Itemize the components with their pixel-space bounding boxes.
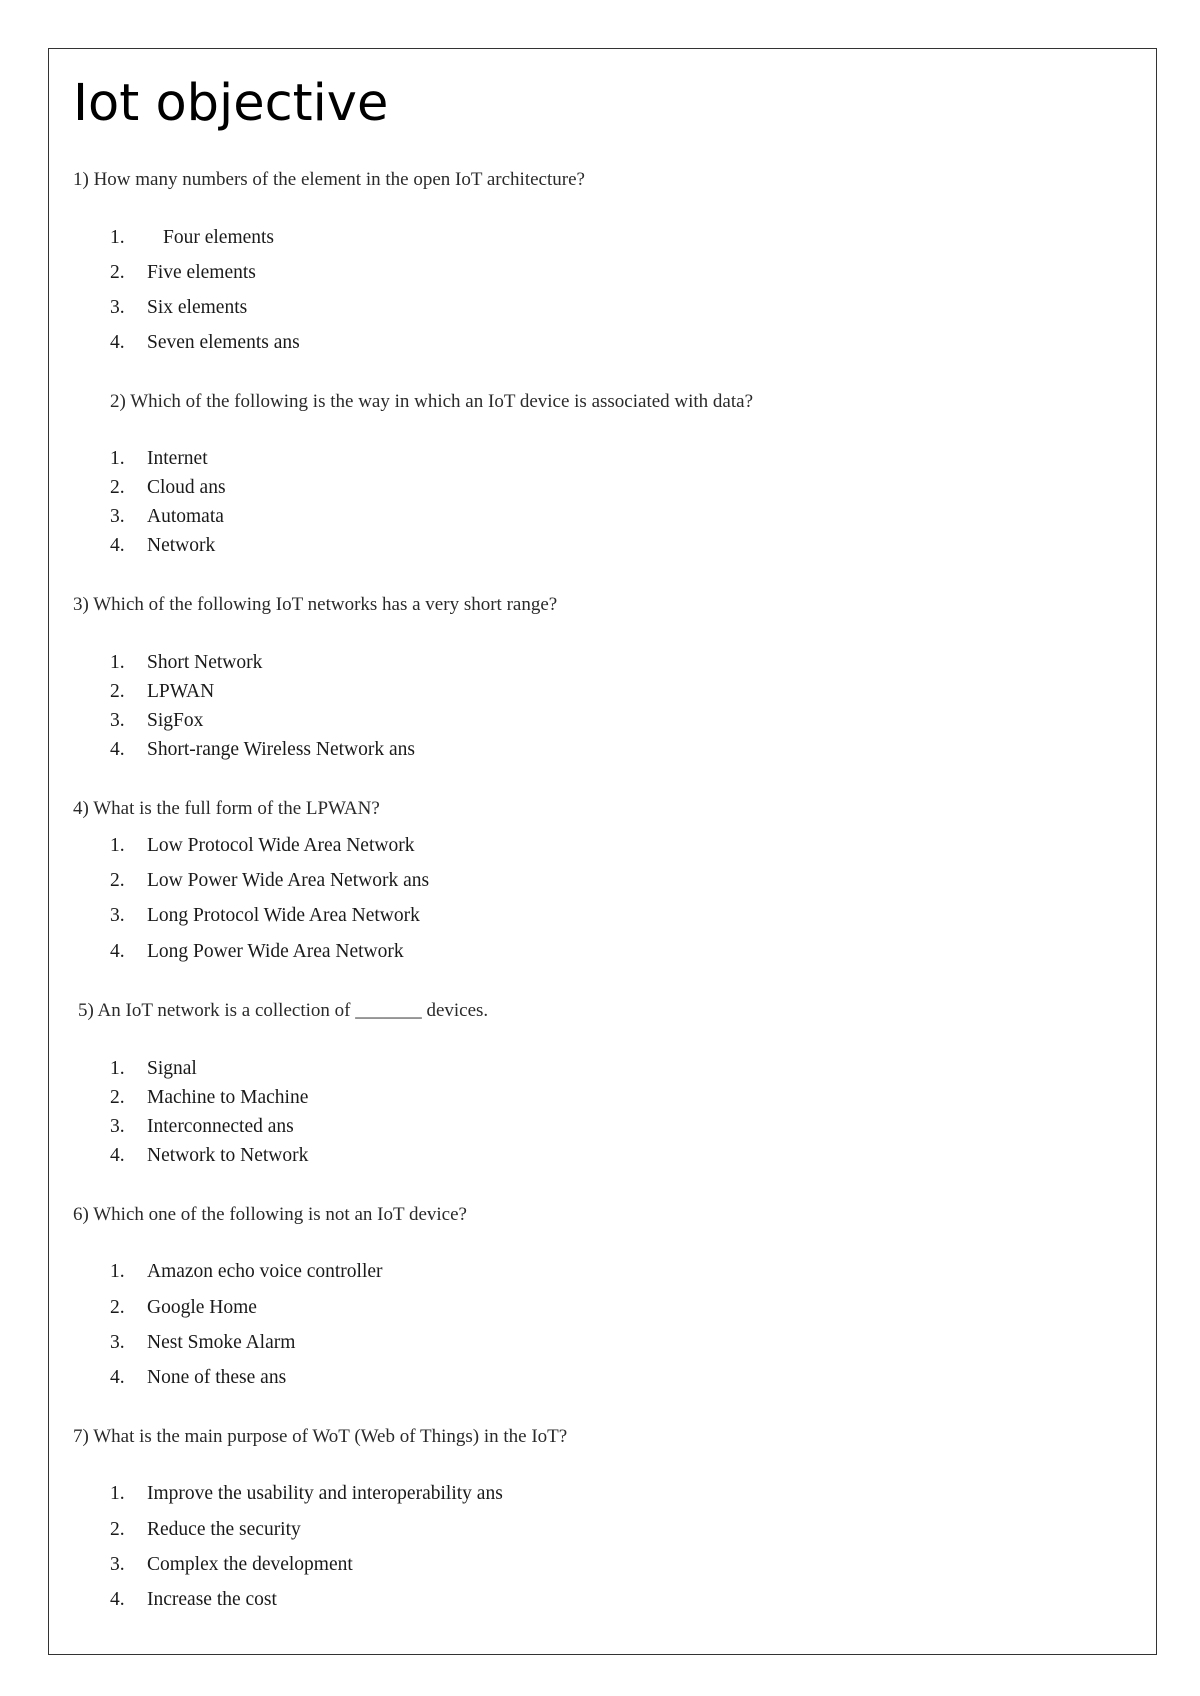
option-text: Interconnected ans bbox=[147, 1116, 294, 1137]
option-text: Amazon echo voice controller bbox=[147, 1261, 383, 1282]
option-text: Long Power Wide Area Network bbox=[147, 941, 404, 962]
option-number: 2. bbox=[110, 1087, 125, 1108]
option-text: Signal bbox=[147, 1058, 197, 1079]
question-3-text: 3) Which of the following IoT networks has a very short range? bbox=[73, 594, 558, 615]
option-number: 2. bbox=[110, 870, 125, 891]
option-number: 4. bbox=[110, 1589, 125, 1610]
option-text: Seven elements ans bbox=[147, 332, 300, 353]
option-number: 2. bbox=[110, 1519, 125, 1540]
option-text: LPWAN bbox=[147, 681, 215, 702]
question-1-text: 1) How many numbers of the element in the open IoT architecture? bbox=[73, 169, 585, 190]
option-text: Long Protocol Wide Area Network bbox=[147, 905, 420, 926]
option-text: Network to Network bbox=[147, 1145, 309, 1166]
option-number: 1. bbox=[110, 1261, 125, 1282]
option-text: Nest Smoke Alarm bbox=[147, 1332, 296, 1353]
option-text: Internet bbox=[147, 448, 208, 469]
option-text: Five elements bbox=[147, 262, 256, 283]
option-text: Low Protocol Wide Area Network bbox=[147, 835, 415, 856]
option-number: 1. bbox=[110, 835, 125, 856]
option-number: 2. bbox=[110, 262, 125, 283]
option-number: 1. bbox=[110, 1483, 125, 1504]
option-number: 4. bbox=[110, 1367, 125, 1388]
option-number: 3. bbox=[110, 297, 125, 318]
option-number: 4. bbox=[110, 535, 125, 556]
option-number: 3. bbox=[110, 905, 125, 926]
option-text: Network bbox=[147, 535, 216, 556]
option-number: 2. bbox=[110, 1297, 125, 1318]
option-text: Google Home bbox=[147, 1297, 257, 1318]
option-number: 4. bbox=[110, 739, 125, 760]
option-number: 2. bbox=[110, 477, 125, 498]
option-number: 1. bbox=[110, 448, 125, 469]
option-text: Machine to Machine bbox=[147, 1087, 309, 1108]
option-number: 3. bbox=[110, 1554, 125, 1575]
option-number: 3. bbox=[110, 1332, 125, 1353]
option-number: 3. bbox=[110, 1116, 125, 1137]
option-text: Low Power Wide Area Network ans bbox=[147, 870, 430, 891]
option-text: Automata bbox=[147, 506, 224, 527]
document-title: Iot objective bbox=[73, 74, 389, 133]
option-number: 1. bbox=[110, 227, 125, 248]
option-number: 4. bbox=[110, 1145, 125, 1166]
option-text: Increase the cost bbox=[147, 1589, 277, 1610]
option-text: Four elements bbox=[163, 227, 275, 248]
question-4-text: 4) What is the full form of the LPWAN? bbox=[73, 798, 380, 819]
question-2-text: 2) Which of the following is the way in which an IoT device is associated with data? bbox=[110, 391, 754, 412]
option-number: 4. bbox=[110, 941, 125, 962]
option-number: 4. bbox=[110, 332, 125, 353]
question-7-text: 7) What is the main purpose of WoT (Web of Things) in the IoT? bbox=[73, 1426, 568, 1447]
option-text: Reduce the security bbox=[147, 1519, 301, 1540]
option-number: 3. bbox=[110, 710, 125, 731]
question-5-text: 5) An IoT network is a collection of _______ devices. bbox=[78, 1000, 489, 1021]
option-text: Short Network bbox=[147, 652, 263, 673]
option-text: Complex the development bbox=[147, 1554, 353, 1575]
option-text: Cloud ans bbox=[147, 477, 226, 498]
option-number: 1. bbox=[110, 1058, 125, 1079]
option-text: Short-range Wireless Network ans bbox=[147, 739, 415, 760]
option-number: 2. bbox=[110, 681, 125, 702]
option-text: SigFox bbox=[147, 710, 204, 731]
option-text: Six elements bbox=[147, 297, 248, 318]
question-6-text: 6) Which one of the following is not an IoT device? bbox=[73, 1204, 467, 1225]
option-number: 1. bbox=[110, 652, 125, 673]
option-text: Improve the usability and interoperability ans bbox=[147, 1483, 503, 1504]
option-number: 3. bbox=[110, 506, 125, 527]
option-text: None of these ans bbox=[147, 1367, 287, 1388]
